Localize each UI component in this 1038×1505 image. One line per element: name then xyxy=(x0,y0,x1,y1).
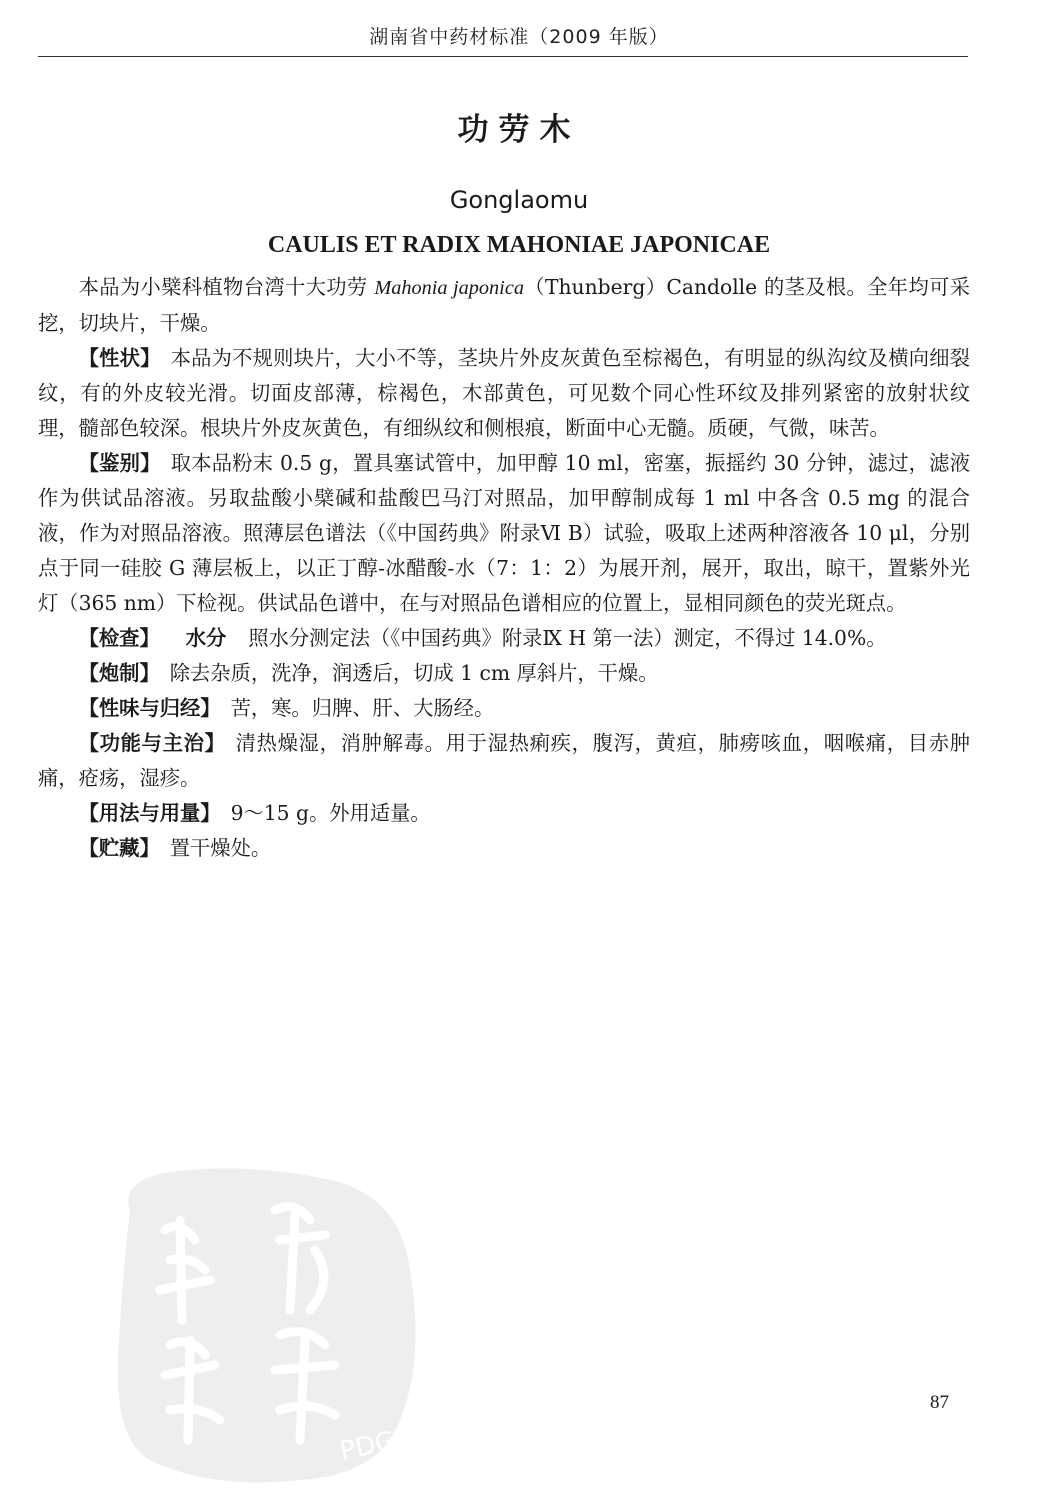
section-text: 苦，寒。归脾、肝、大肠经。 xyxy=(230,696,495,720)
section-function-indication xyxy=(38,726,970,796)
section-storage xyxy=(38,831,970,866)
section-label: 【性状】 xyxy=(78,346,161,370)
section-sublabel: 水分 xyxy=(185,626,227,650)
monograph-pinyin: Gonglaomu xyxy=(449,186,589,214)
section-text: 清热燥湿，消肿解毒。用于湿热痢疾，腹泻，黄疸，肺痨咳血，咽喉痛，目赤肿痛，疮疡，湿疹。 xyxy=(38,731,970,790)
intro-text-after: （Thunberg）Candolle 的茎及根。全年均可采挖，切块片，干燥。 xyxy=(38,275,970,335)
watermark-text: PDG xyxy=(337,1425,399,1467)
section-label: 【鉴别】 xyxy=(78,451,161,475)
species-latin-name: Mahonia japonica xyxy=(374,277,524,299)
section-text: 照水分测定法（《中国药典》附录Ⅸ H 第一法）测定，不得过 14.0%。 xyxy=(248,626,887,650)
intro-paragraph xyxy=(38,270,970,341)
section-text: 9～15 g。外用适量。 xyxy=(230,801,431,825)
monograph-latin-name: CAULIS ET RADIX MAHONIAE JAPONICAE xyxy=(267,232,771,258)
seal-watermark xyxy=(110,1160,430,1490)
section-inspection xyxy=(38,621,970,656)
section-label: 【功能与主治】 xyxy=(78,731,226,755)
section-label: 【检查】 xyxy=(78,626,160,650)
intro-text-before: 本品为小檗科植物台湾十大功劳 xyxy=(78,275,375,299)
header-rule xyxy=(38,56,968,57)
section-label: 【用法与用量】 xyxy=(78,801,221,825)
section-usage-dosage xyxy=(38,796,970,831)
section-property-meridian xyxy=(38,691,970,726)
running-header: 湖南省中药材标准（2009 年版） xyxy=(369,26,669,48)
section-text: 本品为不规则块片，大小不等，茎块片外皮灰黄色至棕褐色，有明显的纵沟纹及横向细裂纹，有的外皮较光滑。切面皮部薄，棕褐色，木部黄色，可见数个同心性环纹及排列紧密的放射状纹理，髓部色较深。根块片外皮灰黄色，有细纵纹和侧根痕，断面中心无髓。质硬，气微，味苦。 xyxy=(38,346,970,440)
page-number: 87 xyxy=(930,1392,949,1413)
monograph-body xyxy=(38,270,970,866)
monograph-title: 功劳木 xyxy=(457,112,581,148)
section-text: 置干燥处。 xyxy=(169,836,272,860)
section-label: 【炮制】 xyxy=(78,661,160,685)
section-identification xyxy=(38,446,970,621)
section-text: 除去杂质，洗净，润透后，切成 1 cm 厚斜片，干燥。 xyxy=(169,661,659,685)
section-label: 【贮藏】 xyxy=(78,836,160,860)
section-label: 【性味与归经】 xyxy=(78,696,221,720)
section-text: 取本品粉末 0.5 g，置具塞试管中，加甲醇 10 ml，密塞，振摇约 30 分钟，滤过，滤液作为供试品溶液。另取盐酸小檗碱和盐酸巴马汀对照品，加甲醇制成每 1 ml 中各含 0.5 mg 的混合液，作为对照品溶液。照薄层色谱法（《中国药典》附录Ⅵ B）试验，吸取上述两种溶液各 10 μl，分别点于同一硅胶 G 薄层板上，以正丁醇-冰醋酸-水（7：1：2）为展开剂，展开，取出，晾干，置紫外光灯（365 nm）下检视。供试品色谱中，在与对照品色谱相应的位置上，显相同颜色的荧光斑点。 xyxy=(38,451,970,615)
section-processing xyxy=(38,656,970,691)
section-description xyxy=(38,341,970,446)
